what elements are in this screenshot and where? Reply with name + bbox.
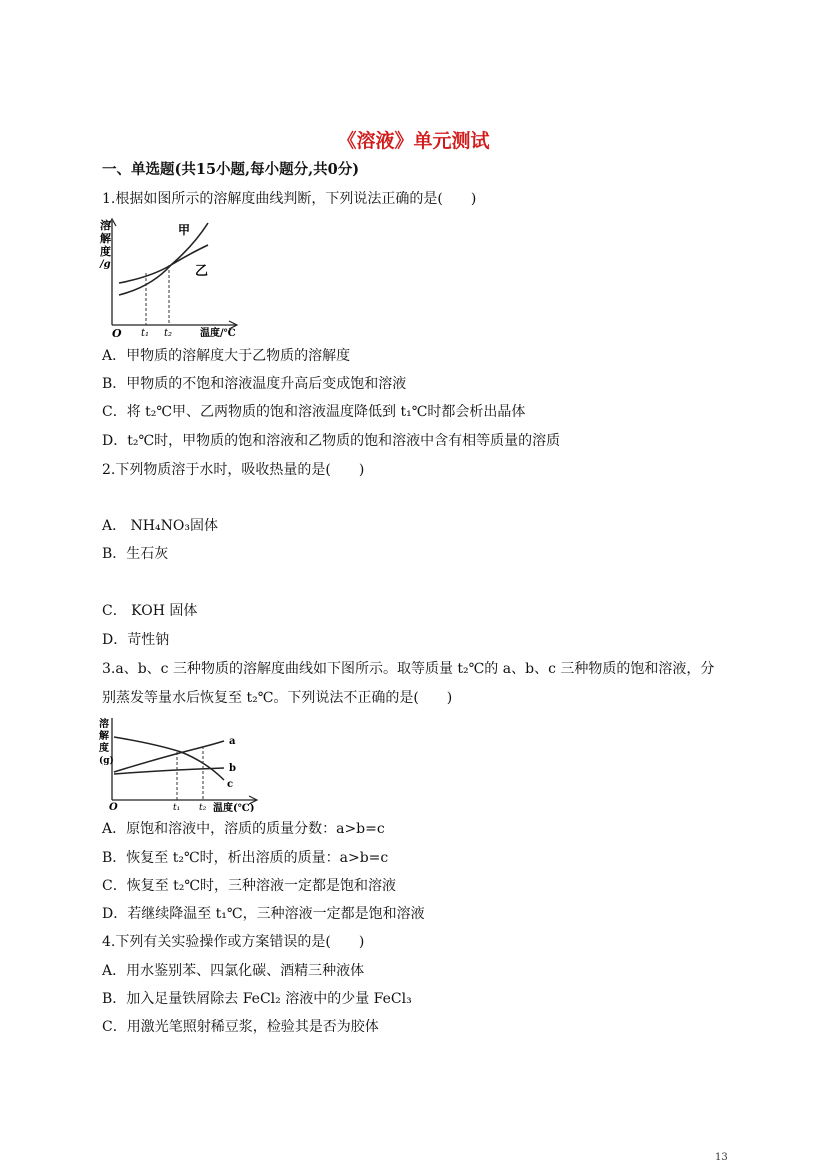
question-4-stem: 4.下列有关实验操作或方案错误的是( ) [102,934,365,950]
q4-option-a: A．用水鉴别苯、四氯化碳、酒精三种液体 [102,963,365,979]
question-1-stem: 1.根据如图所示的溶解度曲线判断，下列说法正确的是( ) [102,191,477,207]
question-3-stem-line-2: 别蒸发等量水后恢复至 t₂℃。下列说法不正确的是( ) [102,690,453,706]
page-number: 13 [715,1152,728,1163]
q1-tick-t2: t₂ [164,328,173,339]
q1-label-yi: 乙 [195,264,209,279]
q3-curve-b [114,768,224,774]
q3-tick-t1: t₁ [173,803,181,812]
q3-ylabel-3: 度 [99,743,109,754]
q3-option-b: B．恢复至 t₂℃时，析出溶质的质量：a>b=c [102,850,389,866]
q3-ylabel-2: 解 [99,731,109,742]
q3-xlabel: 温度(℃) [213,803,255,812]
q1-option-d: D．t₂℃时，甲物质的饱和溶液和乙物质的饱和溶液中含有相等质量的溶质 [102,433,561,449]
q1-ylabel-4: /g [100,259,111,270]
q1-ylabel-2: 解 [100,232,111,245]
q4-option-b: B．加入足量铁屑除去 FeCl₂ 溶液中的少量 FeCl₃ [102,991,412,1007]
q3-ylabel-1: 溶 [99,719,109,730]
section-heading: 一、单选题(共15小题,每小题分,共0分) [102,161,360,178]
q2-option-b: B．生石灰 [102,546,169,562]
q2-option-d: D．苛性钠 [102,632,170,648]
q1-solubility-figure [96,215,248,339]
q3-tick-t2: t₂ [199,803,207,812]
q3-option-c: C．恢复至 t₂℃时，三种溶液一定都是饱和溶液 [102,878,397,894]
q1-xlabel: 温度/℃ [200,328,236,339]
q1-tick-t1: t₁ [141,328,150,339]
q3-origin: O [109,802,118,812]
q1-origin: O [112,327,122,339]
q2-option-c: C． KOH 固体 [102,603,198,619]
q3-option-a: A．原饱和溶液中，溶质的质量分数：a>b=c [102,821,385,837]
q2-option-a: A． NH₄NO₃固体 [102,518,218,534]
q3-curve-a [114,741,224,772]
q3-label-a: a [229,736,236,747]
q3-ylabel-4: (g) [99,756,114,766]
q3-curve-c [114,737,224,780]
q1-ylabel-1: 溶 [100,219,111,232]
q3-label-b: b [229,763,236,774]
q1-option-b: B．甲物质的不饱和溶液温度升高后变成饱和溶液 [102,376,407,392]
q1-option-a: A．甲物质的溶解度大于乙物质的溶解度 [102,348,351,364]
page-title: 《溶液》单元测试 [337,130,490,152]
q3-label-c: c [227,779,234,790]
question-3-stem-line-1: 3.a、b、c 三种物质的溶解度曲线如下图所示。取等质量 t₂℃的 a、b、c 三种物质的饱和溶液，分 [102,661,715,677]
q3-solubility-figure [96,714,264,812]
q1-option-c: C．将 t₂℃甲、乙两物质的饱和溶液温度降低到 t₁℃时都会析出晶体 [102,404,526,420]
q1-label-jia: 甲 [178,223,191,237]
q4-option-c: C．用激光笔照射稀豆浆，检验其是否为胶体 [102,1019,379,1035]
q3-option-d: D．若继续降温至 t₁℃，三种溶液一定都是饱和溶液 [102,906,425,922]
question-2-stem: 2.下列物质溶于水时，吸收热量的是( ) [102,462,365,478]
q1-ylabel-3: 度 [100,245,111,258]
